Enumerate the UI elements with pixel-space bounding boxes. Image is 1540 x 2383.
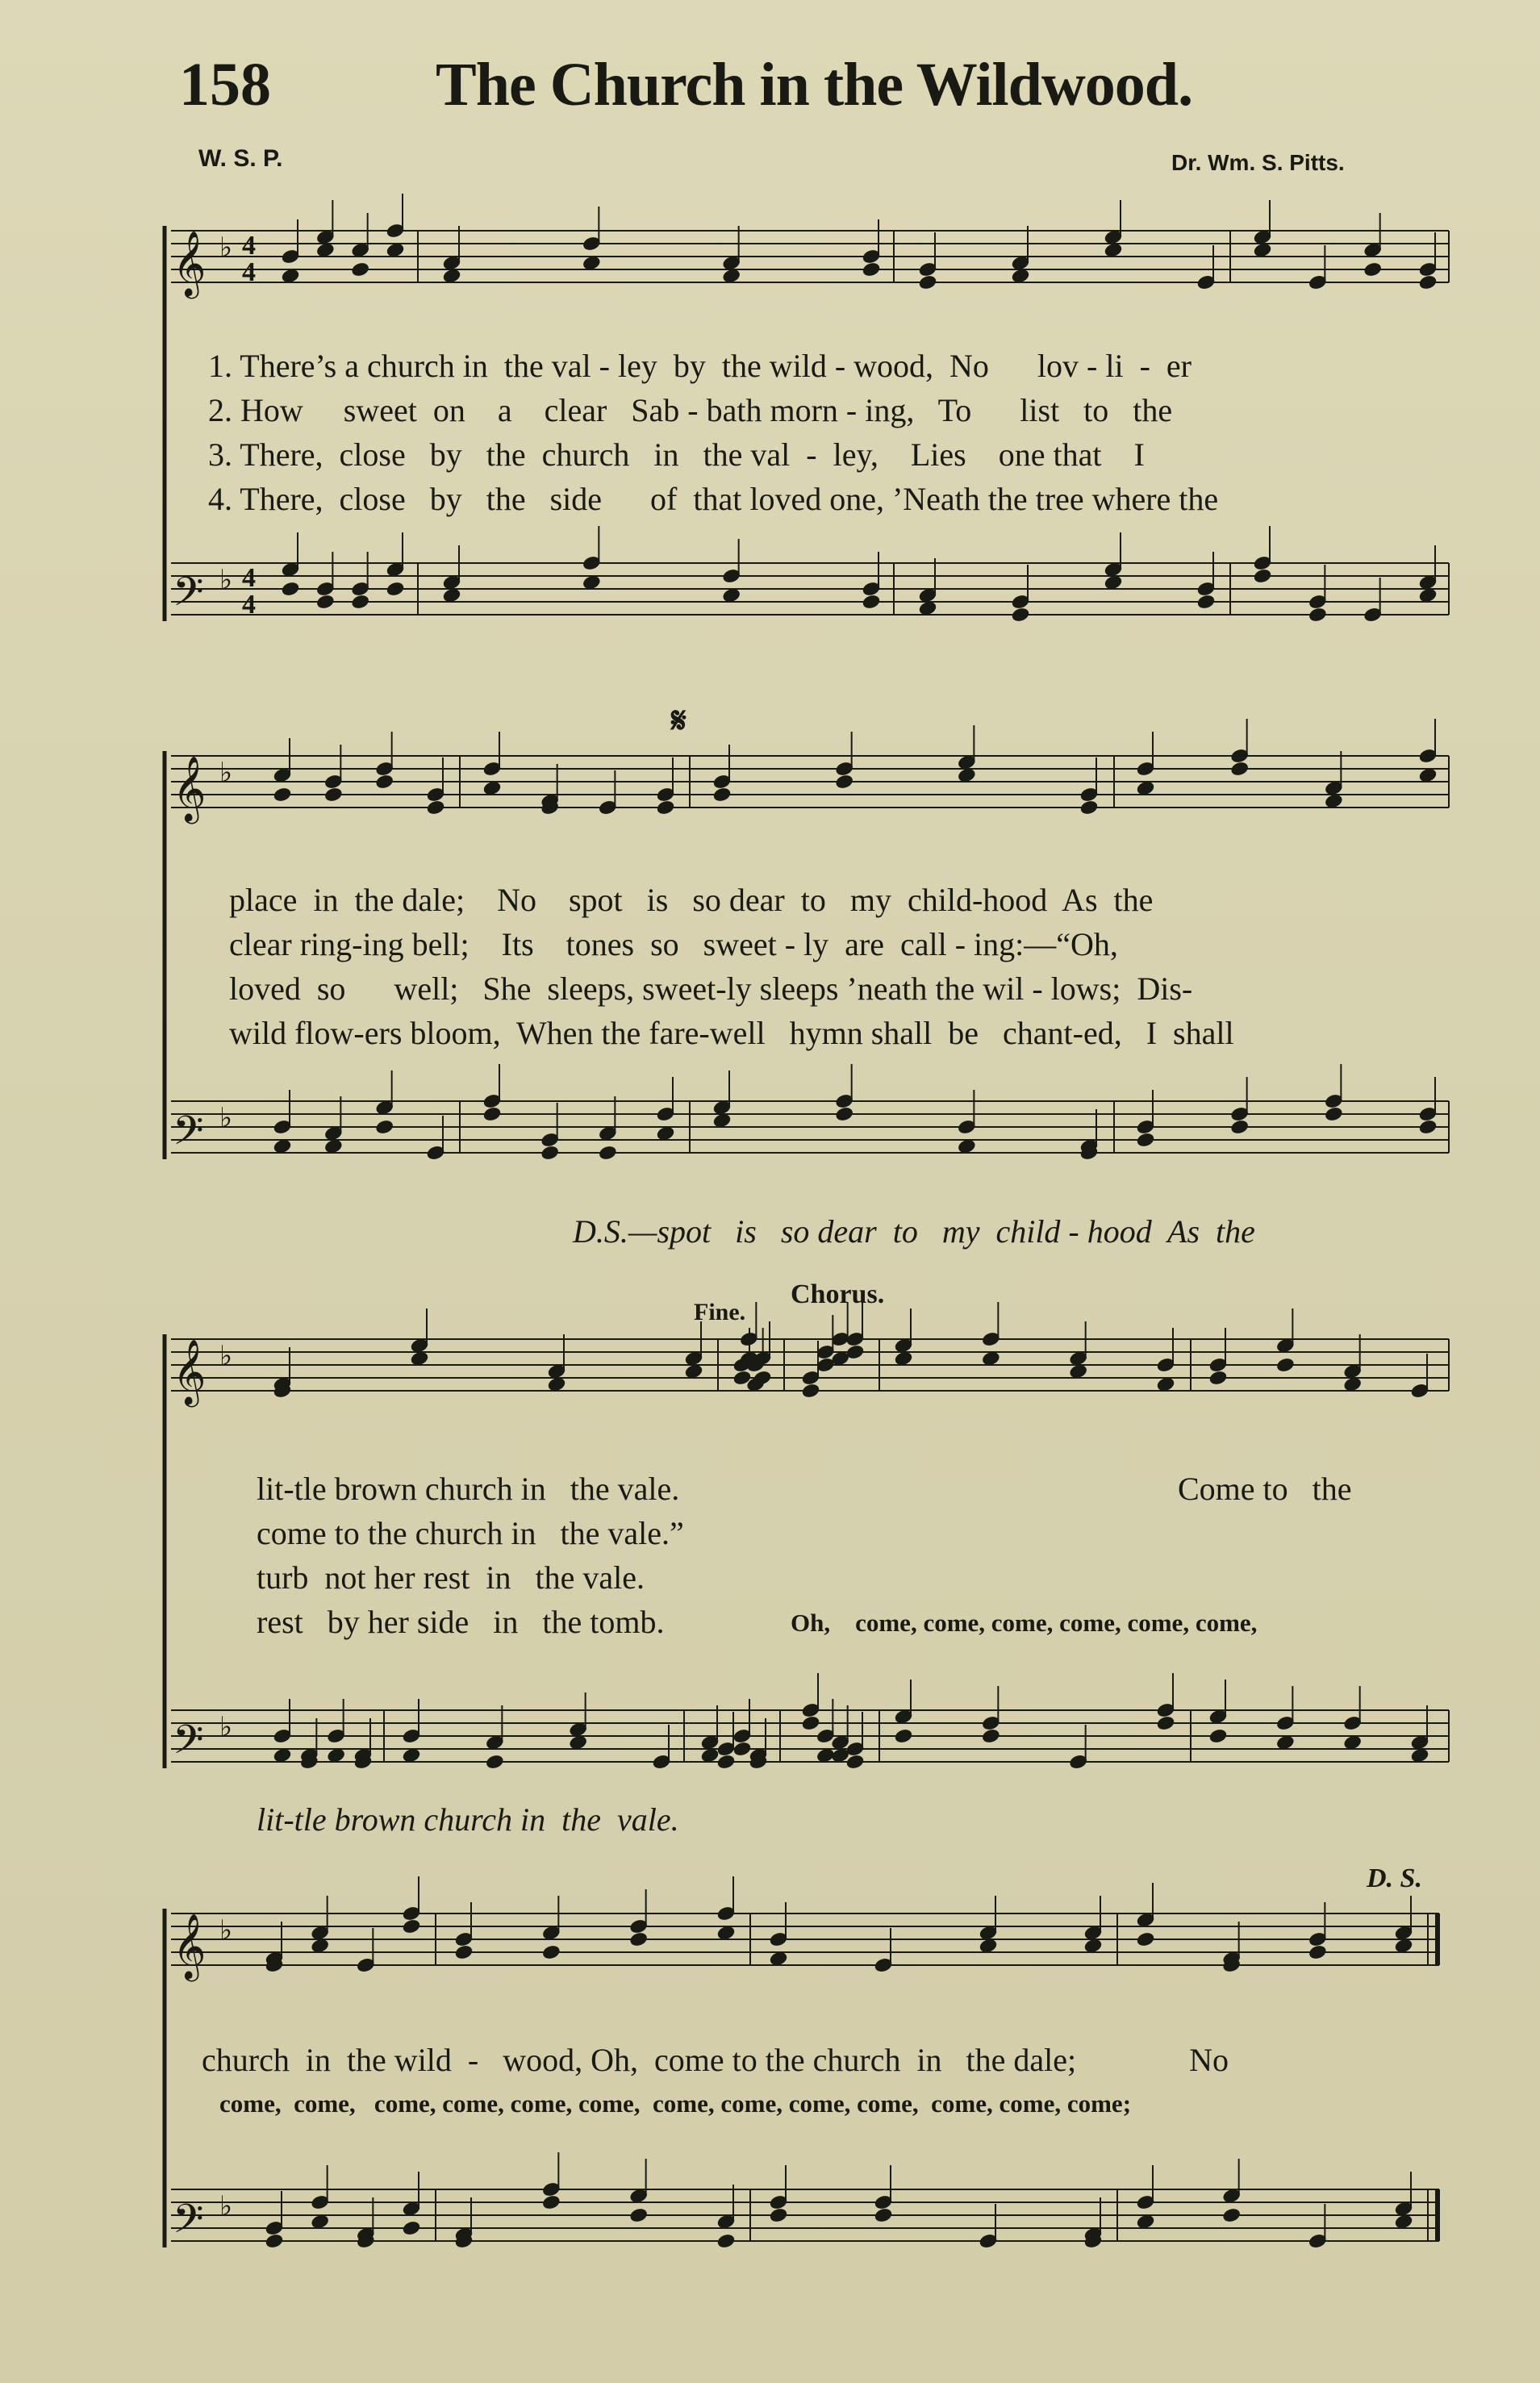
note-head: [712, 787, 732, 803]
note-head: [1156, 1715, 1175, 1731]
note-head: [1011, 268, 1030, 284]
note-head: [540, 1145, 560, 1161]
note-head: [1418, 274, 1438, 290]
note-head: [629, 1931, 649, 1947]
note-head: [402, 2220, 421, 2236]
note-head: [700, 1747, 720, 1763]
final-barline: [1428, 1913, 1438, 2241]
note-head: [542, 1944, 561, 1960]
fine-mark: Fine.: [694, 1299, 746, 1325]
chorus-upper-line-1: Come to the: [1178, 1471, 1352, 1507]
note-head: [569, 1734, 588, 1751]
note-head: [1208, 1370, 1228, 1386]
flat-key-icon: ♭: [219, 1102, 233, 1134]
staff-system4-treble: [171, 1913, 1439, 1965]
note-head: [1011, 607, 1030, 623]
note-head: [482, 1106, 502, 1122]
note-head: [582, 255, 602, 271]
verse-3-line-1: 3. There, close by the church in the val - ley, Lies one that I: [208, 436, 1145, 473]
note-head: [1104, 574, 1123, 591]
note-head: [1069, 1363, 1088, 1379]
note-head: [862, 261, 881, 278]
note-head: [281, 581, 300, 597]
composer-credit: Dr. Wm. S. Pitts.: [1171, 150, 1345, 175]
note-head: [311, 2214, 330, 2230]
verse-1-line-3: lit-tle brown church in the vale.: [257, 1471, 680, 1507]
note-head: [1222, 2207, 1242, 2223]
chorus-lower-line-2: come, come, come, come, come, come, come, come, come, come, come, come, come;: [219, 2089, 1132, 2118]
note-head: [732, 1741, 752, 1757]
note-head: [1394, 1938, 1413, 1954]
note-head: [599, 1145, 618, 1161]
note-head: [1410, 1747, 1429, 1763]
svg-text:4: 4: [242, 563, 256, 593]
chorus-upper-line-2: church in the wild - wood, Oh, come to the church in the dale; No: [202, 2042, 1229, 2078]
note-head: [769, 1951, 788, 1967]
note-head: [1418, 767, 1438, 783]
note-head: [835, 1106, 854, 1122]
note-head: [1083, 1938, 1103, 1954]
note-head: [801, 1383, 820, 1399]
note-head: [894, 1728, 913, 1744]
note-head: [316, 242, 336, 258]
note-head: [1208, 1728, 1228, 1744]
treble-clef-icon: 𝄞: [173, 230, 207, 296]
note-head: [375, 1119, 394, 1135]
note-head: [410, 1350, 429, 1367]
note-head: [1136, 1931, 1155, 1947]
treble-clef-icon: 𝄞: [173, 755, 207, 821]
note-head: [769, 2207, 788, 2223]
bass-clef-icon: 𝄢: [173, 569, 204, 625]
note-head: [1079, 799, 1099, 816]
note-head: [1136, 1132, 1155, 1148]
note-head: [327, 1747, 346, 1763]
note-head: [982, 1728, 1001, 1744]
note-head: [1156, 1376, 1175, 1392]
verse-3-line-3: turb not her rest in the vale.: [257, 1559, 645, 1596]
note-head: [874, 2207, 893, 2223]
note-head: [482, 780, 502, 796]
note-head: [1394, 2214, 1413, 2230]
note-head: [1363, 261, 1383, 278]
note-head: [265, 2233, 284, 2249]
verse-2-line-3: come to the church in the vale.”: [257, 1515, 684, 1551]
note-head: [375, 774, 394, 790]
note-head: [1276, 1357, 1296, 1373]
note-head: [684, 1363, 703, 1379]
flat-key-icon: ♭: [219, 564, 233, 596]
flat-key-icon: ♭: [219, 1340, 233, 1372]
note-head: [979, 1938, 998, 1954]
verse-4-line-2: wild flow-ers bloom, When the fare-well hymn shall be chant-ed, I shall: [229, 1015, 1234, 1051]
note-head: [722, 587, 741, 603]
note-head: [386, 242, 405, 258]
note-head: [442, 587, 461, 603]
note-head: [716, 1754, 736, 1770]
note-head: [1136, 2214, 1155, 2230]
note-head: [1343, 1376, 1363, 1392]
note-head: [402, 1918, 421, 1934]
verse-1-line-1: 1. There’s a church in the val - ley by the wild - wood, No lov - li - er: [208, 348, 1192, 384]
note-head: [582, 574, 602, 591]
note-head: [629, 2207, 649, 2223]
note-head: [1136, 780, 1155, 796]
treble-clef-icon: 𝄞: [173, 1338, 207, 1404]
verse-4-line-1: 4. There, close by the side of that loved one, ’Neath the tree where the: [208, 481, 1219, 517]
verse-2-line-2: clear ring-ing bell; Its tones so sweet - ly are call - ing:—“Oh,: [229, 926, 1118, 962]
flat-key-icon: ♭: [219, 232, 233, 264]
note-head: [918, 600, 937, 616]
note-head: [324, 1138, 344, 1154]
chorus-mark: Chorus.: [791, 1279, 885, 1309]
note-head: [1343, 1734, 1363, 1751]
ds-continuation-line: lit-tle brown church in the vale.: [257, 1801, 679, 1838]
note-head: [386, 581, 405, 597]
note-head: [716, 1925, 736, 1941]
note-head: [351, 594, 370, 610]
verse-1-line-2: place in the dale; No spot is so dear to my child-hood As the: [229, 882, 1154, 918]
note-head: [712, 1112, 732, 1129]
note-head: [547, 1376, 566, 1392]
note-head: [426, 799, 445, 816]
treble-clef-icon: 𝄞: [173, 1913, 207, 1979]
note-head: [656, 799, 675, 816]
note-head: [716, 2233, 736, 2249]
note-head: [1276, 1734, 1296, 1751]
staff-system2-bass: [171, 1101, 1449, 1153]
note-head: [982, 1350, 1001, 1367]
verse-2-line-1: 2. How sweet on a clear Sab - bath morn - ing, To list to the: [208, 392, 1173, 428]
note-head: [835, 774, 854, 790]
note-head: [324, 787, 344, 803]
bass-clef-icon: 𝄢: [173, 1717, 204, 1773]
note-head: [1230, 761, 1250, 777]
note-head: [454, 1944, 474, 1960]
svg-text:4: 4: [242, 231, 256, 261]
flat-key-icon: ♭: [219, 757, 233, 789]
note-head: [1325, 1106, 1344, 1122]
note-head: [801, 1715, 820, 1731]
staff-system2-treble: [171, 756, 1449, 808]
note-head: [918, 274, 937, 290]
note-head: [402, 1747, 421, 1763]
note-head: [1325, 793, 1344, 809]
note-head: [845, 1754, 865, 1770]
svg-text:4: 4: [242, 257, 256, 287]
chorus-lower-line-1: Oh, come, come, come, come, come, come,: [791, 1609, 1258, 1637]
note-head: [1308, 607, 1328, 623]
svg-text:4: 4: [242, 590, 256, 620]
note-head: [1230, 1119, 1250, 1135]
note-head: [273, 1747, 292, 1763]
segno-mark: 𝄋: [671, 701, 687, 741]
note-head: [816, 1747, 836, 1763]
note-head: [1196, 594, 1216, 610]
note-head: [311, 1938, 330, 1954]
note-head: [273, 787, 292, 803]
note-head: [273, 1138, 292, 1154]
ds-lyric-line: D.S.—spot is so dear to my child - hood As the: [573, 1213, 1255, 1250]
note-head: [862, 594, 881, 610]
note-head: [656, 1125, 675, 1141]
note-head: [351, 261, 370, 278]
note-head: [1253, 568, 1272, 584]
hymn-number: 158: [179, 51, 271, 119]
hymn-title: The Church in the Wildwood.: [436, 51, 1193, 119]
bass-clef-icon: 𝄢: [173, 2196, 204, 2252]
note-head: [1253, 242, 1272, 258]
note-head: [958, 1138, 977, 1154]
verse-3-line-2: loved so well; She sleeps, sweet-ly sleeps ’neath the wil - lows; Dis-: [229, 970, 1193, 1007]
note-head: [442, 268, 461, 284]
verse-4-line-3: rest by her side in the tomb.: [257, 1604, 665, 1640]
note-head: [1418, 1119, 1438, 1135]
note-head: [486, 1754, 505, 1770]
note-head: [1104, 242, 1123, 258]
note-head: [1308, 1944, 1328, 1960]
flat-key-icon: ♭: [219, 1711, 233, 1743]
bass-clef-icon: 𝄢: [173, 1108, 204, 1164]
note-head: [542, 2194, 561, 2210]
note-head: [722, 268, 741, 284]
ds-mark: D. S.: [1367, 1863, 1422, 1893]
flat-key-icon: ♭: [219, 1914, 233, 1947]
flat-key-icon: ♭: [219, 2190, 233, 2222]
note-head: [958, 767, 977, 783]
note-head: [1418, 587, 1438, 603]
note-head: [894, 1350, 913, 1367]
note-head: [316, 594, 336, 610]
note-head: [281, 268, 300, 284]
lyricist-credit: W. S. P.: [198, 145, 283, 172]
